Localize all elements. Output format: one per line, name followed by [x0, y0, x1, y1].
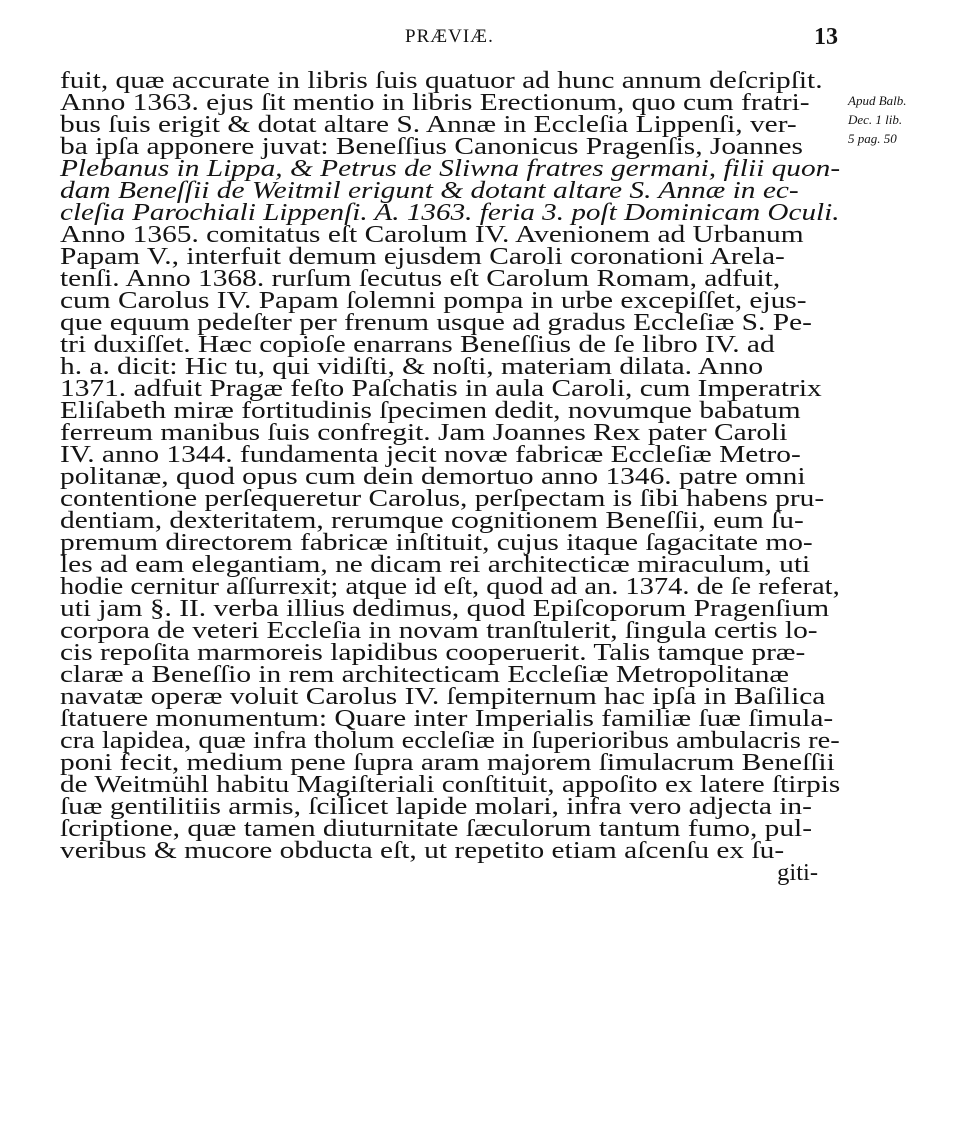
- text-line: ſtatuere monumentum: Quare inter Imperialis familiæ ſuæ ſimula-: [60, 705, 834, 732]
- text-line: uti jam §. II. verba illius dedimus, quod Epiſcoporum Pragenſium: [60, 595, 830, 622]
- page-number: 13: [814, 24, 838, 50]
- text-line: Eliſabeth miræ fortitudinis ſpecimen dedit, novumque babatum: [60, 397, 801, 424]
- body-text: [60, 67, 841, 886]
- text-line: cra lapidea, quæ infra tholum eccleſiæ in ſuperioribus ambulacris re-: [60, 727, 840, 754]
- text-line: fuit, quæ accurate in libris ſuis quatuor ad hunc annum deſcripſit.: [60, 67, 823, 94]
- text-line: ſcriptione, quæ tamen diuturnitate ſæculorum tantum fumo, pul-: [60, 815, 813, 842]
- text-line: Anno 1363. ejus ſit mentio in libris Erectionum, quo cum fratri-: [60, 89, 810, 116]
- text-line: 1371. adfuit Pragæ feſto Paſchatis in aula Caroli, cum Imperatrix: [60, 375, 822, 402]
- text-line: hodie cernitur aſſurrexit; atque id eſt, quod ad an. 1374. de ſe referat,: [60, 573, 840, 600]
- running-title: PRÆVIÆ.: [405, 26, 494, 47]
- text-line: ſuæ gentilitiis armis, ſcilicet lapide molari, infra vero adjecta in-: [60, 793, 812, 820]
- text-line: poni fecit, medium pene ſupra aram majorem ſimulacrum Beneſſii: [60, 749, 835, 776]
- text-line: veribus & mucore obducta eſt, ut repetito etiam aſcenſu ex ſu-: [60, 837, 785, 864]
- margin-note-line: Apud Balb.: [848, 93, 907, 108]
- text-line: cum Carolus IV. Papam ſolemni pompa in urbe excepiſſet, ejus-: [60, 287, 807, 314]
- text-line: dentiam, dexteritatem, rerumque cognitionem Beneſſii, eum ſu-: [60, 507, 804, 534]
- text-line: h. a. dicit: Hic tu, qui vidiſti, & noſti, materiam dilata. Anno: [60, 353, 764, 380]
- margin-note: [848, 91, 958, 148]
- text-line: de Weitmühl habitu Magiſteriali conſtituit, appoſito ex latere ſtirpis: [60, 771, 841, 798]
- margin-note-line: 5 pag. 50: [848, 131, 897, 146]
- text-line: ba ipſa apponere juvat: Beneſſius Canonicus Pragenſis, Joannes: [60, 133, 804, 160]
- text-line: corpora de veteri Eccleſia in novam tranſtulerit, ſingula certis lo-: [60, 617, 818, 644]
- text-line: Plebanus in Lippa, & Petrus de Sliwna fratres germani, filii quon-: [60, 155, 841, 182]
- text-line: dam Beneſſii de Weitmil erigunt & dotant altare S. Annæ in ec-: [60, 177, 799, 204]
- text-line: Papam V., interfuit demum ejusdem Caroli coronationi Arela-: [60, 243, 785, 270]
- text-line: les ad eam elegantiam, ne dicam rei architecticæ miraculum, uti: [60, 551, 811, 578]
- text-line: Anno 1365. comitatus eſt Carolum IV. Avenionem ad Urbanum: [60, 221, 804, 248]
- text-line: IV. anno 1344. fundamenta jecit novæ fabricæ Eccleſiæ Metro-: [60, 441, 801, 468]
- text-line: navatæ operæ voluit Carolus IV. ſempiternum hac ipſa in Baſilica: [60, 683, 826, 710]
- margin-note-line: Dec. 1 lib.: [848, 112, 903, 127]
- text-line: bus ſuis erigit & dotat altare S. Annæ in Eccleſia Lippenſi, ver-: [60, 111, 797, 138]
- text-line: tri duxiſſet. Hæc copioſe enarrans Beneſſius de ſe libro IV. ad: [60, 331, 775, 358]
- text-line: contentione perſequeretur Carolus, perſpectam is ſibi habens pru-: [60, 485, 825, 512]
- text-line: que equum pedeſter per frenum usque ad gradus Eccleſiæ S. Pe-: [60, 309, 812, 336]
- catchword: giti-: [777, 859, 818, 886]
- text-line: cis repoſita marmoreis lapidibus cooperuerit. Talis tamque præ-: [60, 639, 806, 666]
- text-line: premum directorem fabricæ inſtituit, cujus itaque ſagacitate mo-: [60, 529, 813, 556]
- text-line: politanæ, quod opus cum dein demortuo anno 1346. patre omni: [60, 463, 806, 490]
- text-line: claræ a Beneſſio in rem architecticam Eccleſiæ Metropolitanæ: [60, 661, 790, 688]
- text-line: tenſi. Anno 1368. rurſum ſecutus eſt Carolum Romam, adfuit,: [60, 265, 781, 292]
- text-line: ferreum manibus ſuis confregit. Jam Joannes Rex pater Caroli: [60, 419, 788, 446]
- text-line: cleſia Parochiali Lippenſi. A. 1363. feria 3. poſt Dominicam Oculi.: [60, 199, 840, 226]
